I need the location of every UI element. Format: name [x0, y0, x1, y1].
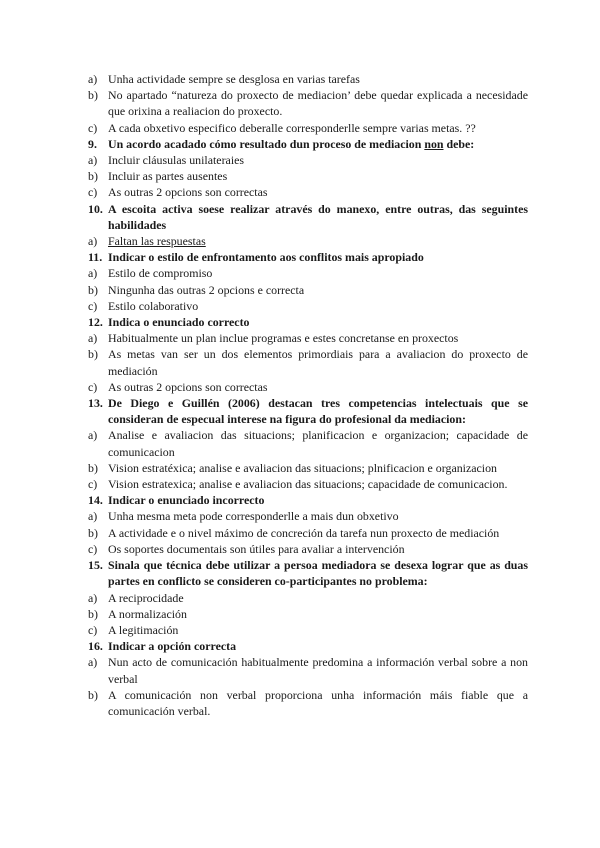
option-marker: b)	[88, 347, 98, 362]
option-text: Estilo colaborativo	[108, 298, 199, 313]
option-marker: a)	[88, 655, 98, 670]
option-line	[88, 541, 528, 557]
option-line	[88, 298, 528, 314]
option-line	[88, 168, 528, 184]
option-text: No apartado “natureza do proxecto de mediacion’ debe quedar explicada a necesidade que orixina a realiacion do proxecto.	[108, 88, 528, 119]
option-marker: c)	[88, 120, 98, 135]
option-marker: b)	[88, 169, 98, 184]
option-marker: c)	[88, 379, 98, 394]
option-marker: b)	[88, 525, 98, 540]
question-number: 9.	[88, 136, 97, 151]
option-text: A legitimación	[108, 622, 179, 637]
option-marker: a)	[88, 331, 98, 346]
question-text-part: Un acordo acadado cómo resultado dun proceso de mediacion	[108, 136, 425, 151]
option-text: As outras 2 opcions son correctas	[108, 185, 268, 200]
question-line	[88, 136, 528, 152]
question-text: Sinala que técnica debe utilizar a persoa mediadora se desexa lograr que as duas partes en conflicto se consideren co-participantes no problema:	[108, 558, 528, 589]
question-number: 12.	[88, 315, 103, 330]
option-text: Analise e avaliacion das situacions; planificacion e organizacion; capacidade de comunicacion	[108, 428, 528, 459]
option-text: As outras 2 opcions son correctas	[108, 379, 268, 394]
question-number: 14.	[88, 493, 103, 508]
quiz-content	[88, 71, 528, 719]
option-marker: c)	[88, 622, 98, 637]
option-text: Faltan las respuestas	[108, 234, 206, 249]
option-line	[88, 622, 528, 638]
option-text: Unha mesma meta pode corresponderlle a mais dun obxetivo	[108, 509, 399, 524]
question-text: Indicar a opción correcta	[108, 639, 237, 654]
option-line	[88, 330, 528, 346]
question-line	[88, 314, 528, 330]
option-text: Vision estratéxica; analise e avaliacion das situacions; plnificacion e organizacion	[108, 460, 497, 475]
option-line	[88, 379, 528, 395]
option-marker: a)	[88, 72, 98, 86]
option-text: Unha actividade sempre se desglosa en varias tarefas	[108, 72, 360, 86]
option-text: Incluir as partes ausentes	[108, 169, 228, 184]
option-text: Estilo de compromiso	[108, 266, 213, 281]
option-text: A cada obxetivo especifico deberalle corresponderlle sempre varias metas. ??	[108, 120, 476, 135]
question-text	[108, 136, 528, 152]
question-number: 16.	[88, 639, 103, 654]
option-line	[88, 590, 528, 606]
option-line	[88, 71, 528, 87]
option-text: Ningunha das outras 2 opcions e correcta	[108, 282, 305, 297]
option-marker: b)	[88, 687, 98, 702]
option-line	[88, 606, 528, 622]
option-line	[88, 525, 528, 541]
option-marker: c)	[88, 298, 98, 313]
option-text: Incluir cláusulas unilateraies	[108, 153, 245, 168]
option-marker: a)	[88, 234, 98, 249]
option-marker: c)	[88, 541, 98, 556]
question-number: 11.	[88, 250, 103, 265]
option-line	[88, 282, 528, 298]
question-text: Indica o enunciado correcto	[108, 315, 250, 330]
option-text: As metas van ser un dos elementos primordiais para a avaliacion do proxecto de mediación	[108, 347, 528, 378]
option-text: Os soportes documentais son útiles para avaliar a intervención	[108, 541, 405, 556]
option-marker: b)	[88, 606, 98, 621]
question-text: Indicar o estilo de enfrontamento aos conflitos mais apropiado	[108, 250, 424, 265]
option-text: Vision estratexica; analise e avaliacion das situacions; capacidade de comunicacion.	[108, 477, 508, 492]
question-number: 13.	[88, 396, 103, 411]
option-line	[88, 233, 528, 249]
option-line	[88, 508, 528, 524]
option-line	[88, 460, 528, 476]
question-line	[88, 638, 528, 654]
question-text-part: debe:	[443, 136, 475, 151]
question-line	[88, 395, 528, 427]
option-line	[88, 687, 528, 719]
question-number: 15.	[88, 558, 103, 573]
emphasized-word: non	[424, 136, 444, 151]
option-line	[88, 265, 528, 281]
option-marker: b)	[88, 88, 98, 103]
option-line	[88, 654, 528, 686]
option-marker: b)	[88, 282, 98, 297]
question-line	[88, 201, 528, 233]
option-marker: a)	[88, 590, 98, 605]
option-marker: c)	[88, 477, 98, 492]
option-text: Nun acto de comunicación habitualmente predomina a información verbal sobre a non verbal	[108, 655, 528, 686]
option-line	[88, 427, 528, 459]
option-marker: c)	[88, 185, 98, 200]
option-marker: a)	[88, 428, 98, 443]
option-marker: a)	[88, 266, 98, 281]
option-text: A comunicación non verbal proporciona unha información máis fiable que a comunicación verbal.	[108, 687, 528, 718]
option-line	[88, 120, 528, 136]
option-line	[88, 87, 528, 119]
option-text: A reciprocidade	[108, 590, 184, 605]
question-text: Indicar o enunciado incorrecto	[108, 493, 265, 508]
question-number: 10.	[88, 201, 103, 216]
option-text: Habitualmente un plan inclue programas e estes concretanse en proxectos	[108, 331, 459, 346]
option-marker: a)	[88, 153, 98, 168]
option-text: A normalización	[108, 606, 187, 621]
question-line	[88, 492, 528, 508]
option-marker: a)	[88, 509, 98, 524]
question-line	[88, 557, 528, 589]
option-text: A actividade e o nivel máximo de concreción da tarefa nun proxecto de mediación	[108, 525, 500, 540]
option-marker: b)	[88, 460, 98, 475]
option-line	[88, 152, 528, 168]
question-text: A escoita activa soese realizar através do manexo, entre outras, das seguintes habilidades	[108, 201, 528, 232]
option-line	[88, 346, 528, 378]
option-line	[88, 184, 528, 200]
option-line	[88, 476, 528, 492]
question-text: De Diego e Guillén (2006) destacan tres competencias intelectuais que se consideran de especual interese na figura do profesional da mediacion:	[108, 396, 528, 427]
question-line	[88, 249, 528, 265]
